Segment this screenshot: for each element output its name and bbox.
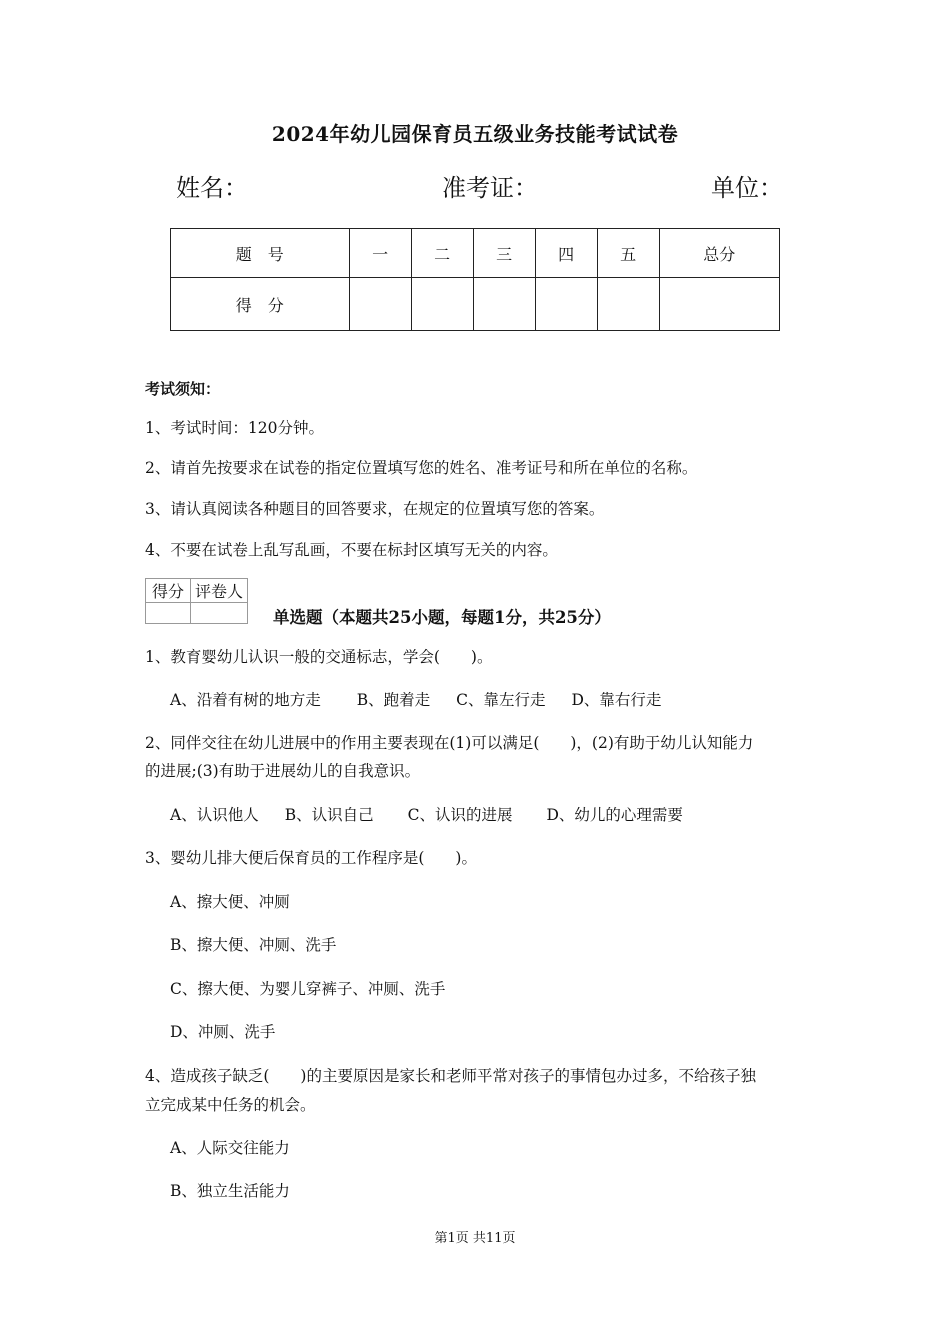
- name-label: 姓名：: [176, 174, 248, 202]
- option-b[interactable]: B、独立生活能力: [170, 1182, 290, 1200]
- score-cell-2: 二: [411, 229, 473, 278]
- score-cell-label: 题 号: [171, 229, 350, 278]
- score-input-1[interactable]: [349, 278, 411, 331]
- ticket-label: 准考证：: [442, 174, 538, 202]
- option-b[interactable]: B、认识自己: [284, 806, 374, 824]
- question-2-line-1: 2、同伴交往在幼儿进展中的作用主要表现在(1)可以满足( )，(2)有助于幼儿认知能力: [145, 734, 754, 752]
- question-4-line-1: 4、造成孩子缺乏( )的主要原因是家长和老师平常对孩子的事情包办过多，不给孩子独: [145, 1067, 756, 1085]
- option-a[interactable]: A、沿着有树的地方走: [170, 691, 321, 709]
- notice-item: 2、请首先按要求在试卷的指定位置填写您的姓名、准考证号和所在单位的名称。: [145, 459, 698, 477]
- score-input-5[interactable]: [597, 278, 659, 331]
- question-1-options: [170, 686, 661, 714]
- score-input-total[interactable]: [659, 278, 779, 331]
- option-c[interactable]: C、认识的进展: [407, 806, 513, 824]
- exam-title: 2024年幼儿园保育员五级业务技能考试试卷: [271, 122, 679, 146]
- notice-title: 考试须知：: [145, 380, 221, 398]
- option-b[interactable]: B、擦大便、冲厕、洗手: [170, 936, 337, 954]
- option-d[interactable]: D、靠右行走: [571, 691, 662, 709]
- score-cell-1: 一: [349, 229, 411, 278]
- section-heading: 单选题（本题共25小题，每题1分，共25分）: [273, 608, 611, 627]
- question-4-line-2: 立完成某中任务的机会。: [145, 1096, 316, 1114]
- notice-item: 3、请认真阅读各种题目的回答要求，在规定的位置填写您的答案。: [145, 500, 605, 518]
- grader-score-label: 得分: [146, 579, 191, 603]
- grader-score-input[interactable]: [146, 603, 191, 624]
- unit-label: 单位：: [711, 174, 783, 202]
- score-input-4[interactable]: [535, 278, 597, 331]
- score-cell-4: 四: [535, 229, 597, 278]
- grader-reviewer-label: 评卷人: [191, 579, 248, 603]
- grader-reviewer-input[interactable]: [191, 603, 248, 624]
- notice-item: 1、考试时间：120分钟。: [145, 419, 324, 437]
- score-input-3[interactable]: [473, 278, 535, 331]
- option-c[interactable]: C、擦大便、为婴儿穿裤子、冲厕、洗手: [170, 980, 446, 998]
- option-a[interactable]: A、擦大便、冲厕: [170, 893, 290, 911]
- option-d[interactable]: D、冲厕、洗手: [170, 1023, 276, 1041]
- option-d[interactable]: D、幼儿的心理需要: [546, 806, 683, 824]
- page-footer: 第1页 共11页: [434, 1231, 516, 1246]
- score-cell-5: 五: [597, 229, 659, 278]
- option-b[interactable]: B、跑着走: [356, 691, 431, 709]
- question-2-line-2: 的进展;(3)有助于进展幼儿的自我意识。: [145, 762, 421, 780]
- score-table-header-row: [171, 229, 780, 278]
- score-input-2[interactable]: [411, 278, 473, 331]
- score-cell-total: 总分: [659, 229, 779, 278]
- score-cell-3: 三: [473, 229, 535, 278]
- option-a[interactable]: A、人际交往能力: [170, 1139, 290, 1157]
- score-row-label: 得 分: [171, 278, 350, 331]
- question-3: 3、婴幼儿排大便后保育员的工作程序是( )。: [145, 849, 477, 867]
- notice-item: 4、不要在试卷上乱写乱画，不要在标封区填写无关的内容。: [145, 541, 558, 559]
- question-1: 1、教育婴幼儿认识一般的交通标志，学会( )。: [145, 648, 493, 666]
- score-table-score-row: [171, 278, 780, 331]
- option-c[interactable]: C、靠左行走: [456, 691, 546, 709]
- score-table: [170, 228, 780, 331]
- grader-box: [145, 578, 248, 624]
- option-a[interactable]: A、认识他人: [170, 806, 259, 824]
- question-2-options: [170, 801, 683, 829]
